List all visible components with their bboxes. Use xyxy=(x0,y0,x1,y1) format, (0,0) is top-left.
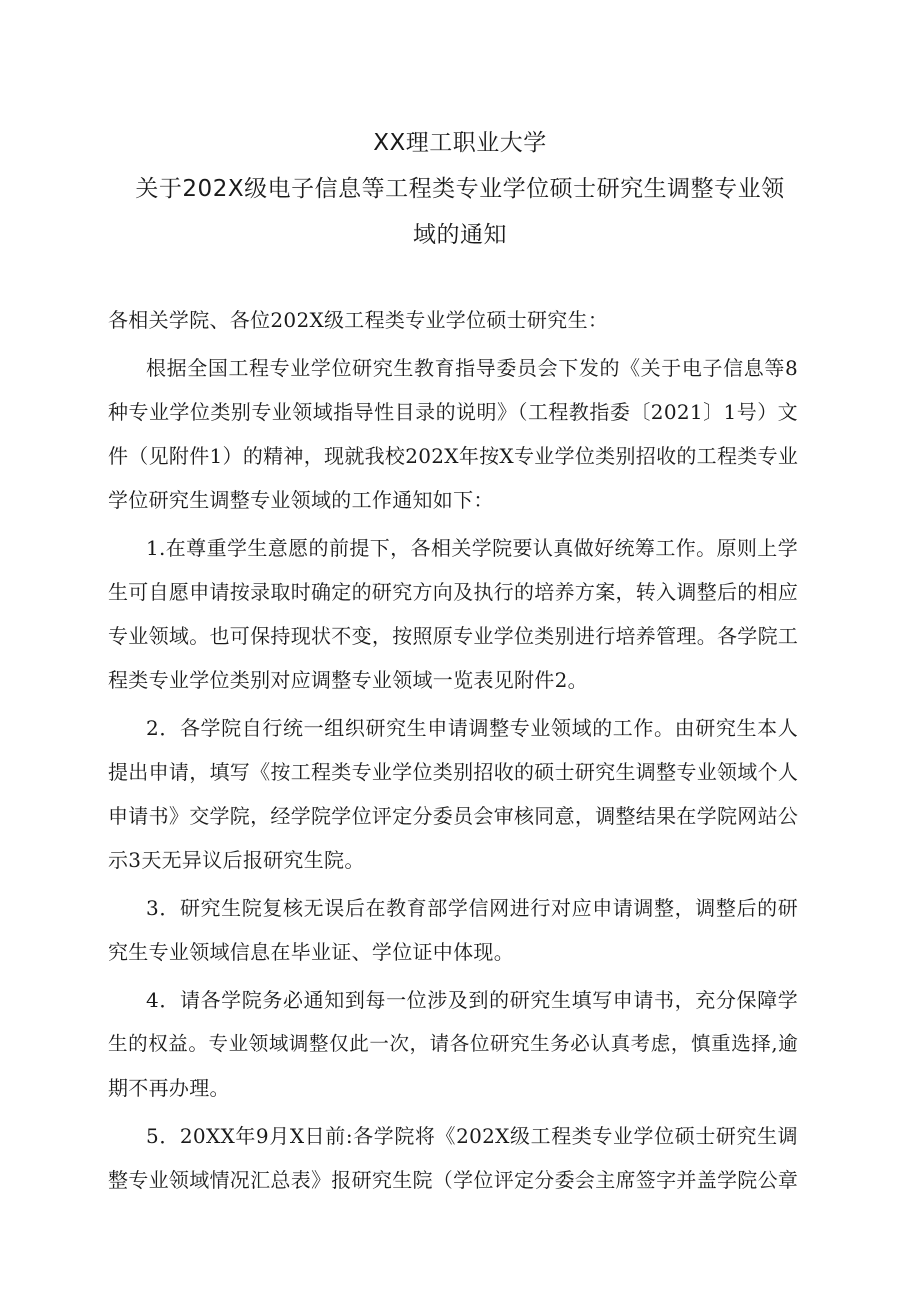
paragraph-line: 示3天无异议后报研究生院。 xyxy=(108,848,365,872)
paragraph-line: 申请书》交学院，经学院学位评定分委员会审核同意，调整结果在学院网站公 xyxy=(108,804,799,828)
paragraph-line: 整专业领域情况汇总表》报研究生院（学位评定分委会主席签字并盖学院公章 xyxy=(108,1168,799,1192)
paragraph-line: 提出申请，填写《按工程类专业学位类别招收的硕士研究生调整专业领域个人 xyxy=(108,760,799,784)
paragraph-item-1 xyxy=(108,526,798,702)
paragraph-line: 期不再办理。 xyxy=(108,1076,230,1100)
paragraph-line: 5．20XX年9月X日前:各学院将《202X级工程类专业学位硕士研究生调 xyxy=(146,1124,798,1148)
title-notice-line-1: 关于202X级电子信息等工程类专业学位硕士研究生调整专业领 xyxy=(135,176,785,202)
document-title xyxy=(0,120,920,258)
paragraph-item-4 xyxy=(108,978,798,1110)
paragraph-item-2 xyxy=(108,706,798,882)
paragraph-line: 专业领域。也可保持现状不变，按照原专业学位类别进行培养管理。各学院工 xyxy=(108,624,799,648)
paragraph-line: 究生专业领域信息在毕业证、学位证中体现。 xyxy=(108,940,514,964)
paragraph-line: 3．研究生院复核无误后在教育部学信网进行对应申请调整，调整后的研 xyxy=(146,896,798,920)
paragraph-line: 2．各学院自行统一组织研究生申请调整专业领域的工作。由研究生本人 xyxy=(146,716,798,740)
paragraph-line: 根据全国工程专业学位研究生教育指导委员会下发的《关于电子信息等8 xyxy=(146,356,798,380)
title-institution: XX理工职业大学 xyxy=(373,130,547,156)
paragraph-item-3 xyxy=(108,886,798,974)
paragraph-line: 4．请各学院务必通知到每一位涉及到的研究生填写申请书，充分保障学 xyxy=(146,988,798,1012)
salutation: 各相关学院、各位202X级工程类专业学位硕士研究生： xyxy=(108,308,609,332)
document-body xyxy=(108,299,798,1206)
paragraph-item-5 xyxy=(108,1114,798,1202)
paragraph-intro xyxy=(108,346,798,522)
paragraph-line: 种专业学位类别专业领域指导性目录的说明》（工程教指委〔2021〕1号）文 xyxy=(108,400,798,424)
paragraph-line: 生可自愿申请按录取时确定的研究方向及执行的培养方案，转入调整后的相应 xyxy=(108,580,799,604)
paragraph-line: 生的权益。专业领域调整仅此一次，请各位研究生务必认真考虑，慎重选择,逾 xyxy=(108,1032,798,1055)
paragraph-line: 程类专业学位类别对应调整专业领域一览表见附件2。 xyxy=(108,668,588,692)
paragraph-line: 件（见附件1）的精神，现就我校202X年按X专业学位类别招收的工程类专业 xyxy=(108,444,799,468)
paragraph-line: 1.在尊重学生意愿的前提下，各相关学院要认真做好统筹工作。原则上学 xyxy=(146,536,798,560)
title-notice-line-2: 域的通知 xyxy=(413,222,507,248)
paragraph-line: 学位研究生调整专业领域的工作通知如下： xyxy=(108,488,494,512)
